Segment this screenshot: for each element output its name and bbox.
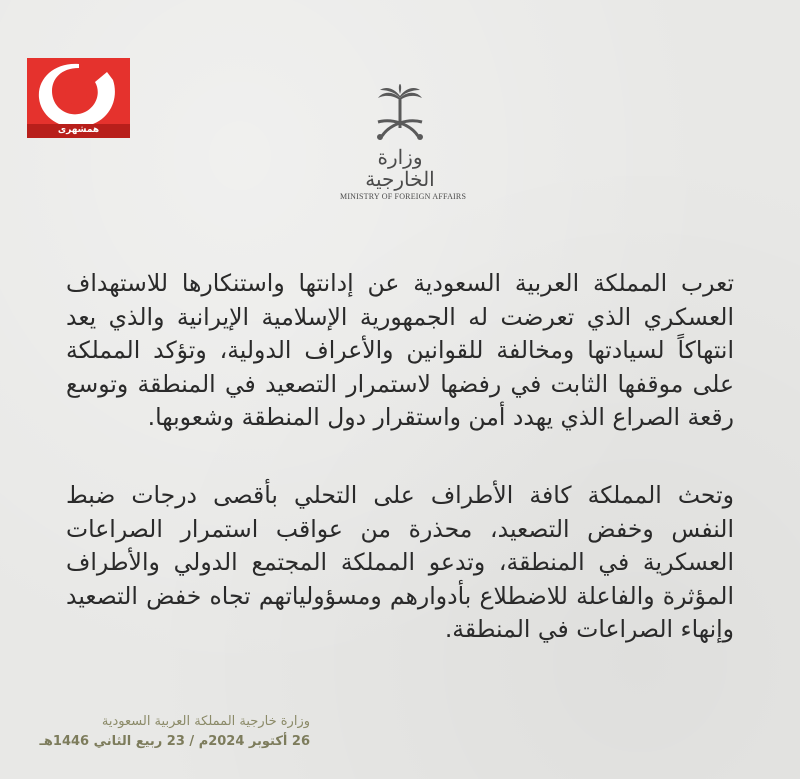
channel-logo <box>27 58 130 138</box>
statement-footer <box>10 712 310 752</box>
footer-date: 26 أكتوبر 2024م / 23 ربيع الثاني 1446هـ <box>39 734 310 749</box>
footer-issuer: وزارة خارجية المملكة العربية السعودية <box>101 714 310 729</box>
ministry-name-arabic: وزارة الخارجية <box>365 145 435 191</box>
ministry-emblem <box>340 84 467 201</box>
statement-paragraph-1: تعرب المملكة العربية السعودية عن إدانتها واستنكارها للاستهداف العسكري الذي تعرضت له الجمهورية الإسلامية الإيرانية والذي يعد انتهاكاً لسيادتها ومخالفة للقوانين والأعراف الدولية، وتؤكد المملكة على موقفها الثابت في رفضها لاستمرار التصعيد في المنطقة وتوسع رقعة الصراع الذي يهدد أمن واستقرار دول المنطقة وشعوبها. <box>66 269 734 431</box>
statement-paragraph-2: وتحث المملكة كافة الأطراف على التحلي بأقصى درجات ضبط النفس وخفض التصعيد، محذرة من عواقب استمرار الصراعات العسكرية في المنطقة، وتدعو المملكة المجتمع الدولي والأطراف المؤثرة والفاعلة للاضطلاع بأدوارهم ومسؤولياتهم تجاه خفض التصعيد وإنهاء الصراعات في المنطقة. <box>66 481 734 643</box>
ministry-name-english: MINISTRY OF FOREIGN AFFAIRS <box>340 192 467 201</box>
saudi-emblem-icon <box>368 84 432 148</box>
channel-logo-text: همشهری <box>57 125 100 135</box>
